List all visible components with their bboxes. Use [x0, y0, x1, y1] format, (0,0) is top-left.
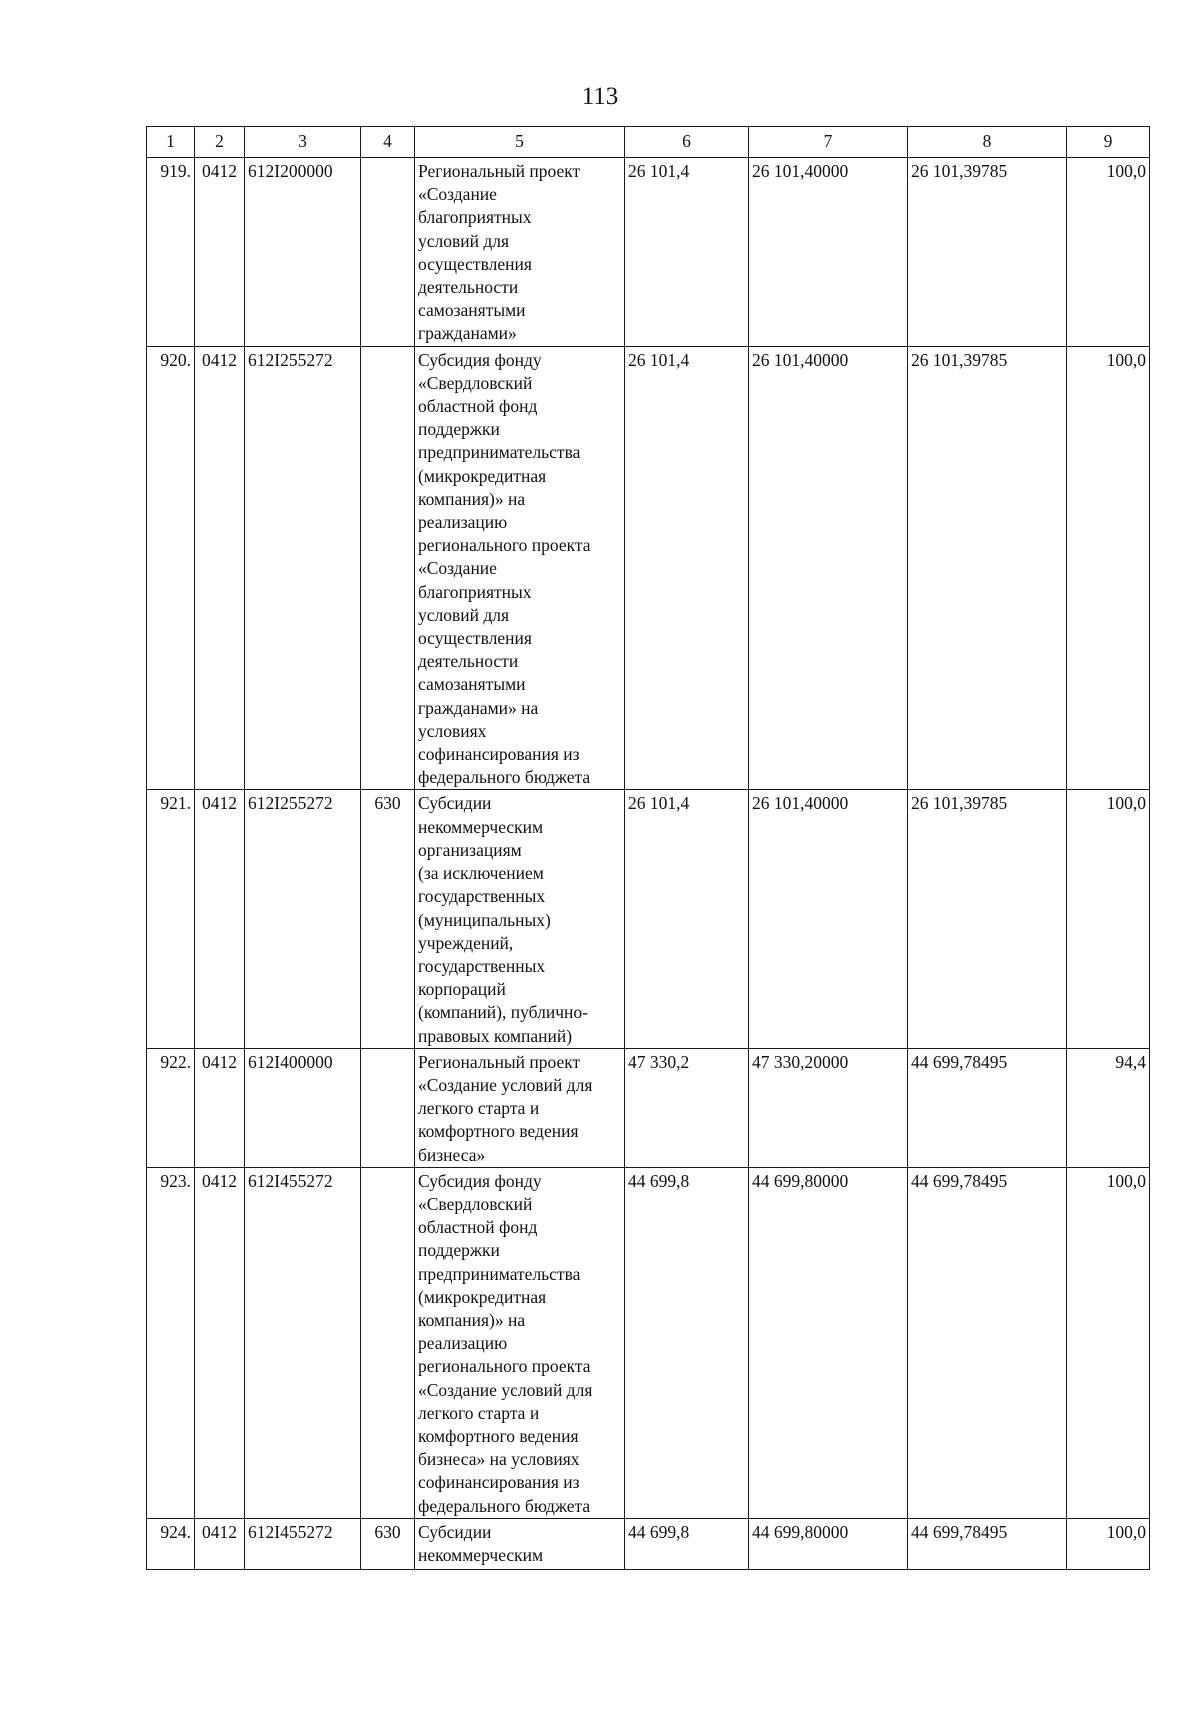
item-name-line: государственных	[418, 955, 546, 976]
item-name-line: федерального бюджета	[418, 767, 591, 788]
item-name-line: бизнеса»	[418, 1144, 486, 1165]
row-number: 919.	[147, 158, 195, 347]
item-name-line: деятельности	[418, 651, 519, 672]
item-name-line: Субсидия фонду	[418, 1170, 542, 1191]
column-number: 5	[415, 127, 625, 158]
value-col6: 26 101,4	[625, 158, 749, 347]
value-col6: 44 699,8	[625, 1518, 749, 1569]
item-name-line: компания)» на	[418, 1309, 526, 1330]
item-name-line: реализацию	[418, 512, 508, 533]
value-col8: 44 699,78495	[908, 1167, 1067, 1518]
percent-col9: 100,0	[1067, 790, 1150, 1048]
column-number: 6	[625, 127, 749, 158]
item-name-line: областной фонд	[418, 396, 538, 417]
item-name-line: «Свердловский	[418, 1193, 533, 1214]
value-col7: 26 101,40000	[749, 346, 908, 790]
item-name-line: корпораций	[418, 979, 506, 1000]
item-name-line: бизнеса» на условиях	[418, 1449, 580, 1470]
item-name-line: осуществления	[418, 628, 532, 649]
target-article-code: 612I400000	[245, 1048, 361, 1167]
target-article-code: 612I455272	[245, 1518, 361, 1569]
value-col7: 26 101,40000	[749, 158, 908, 347]
value-col6: 44 699,8	[625, 1167, 749, 1518]
value-col8: 26 101,39785	[908, 790, 1067, 1048]
column-number: 1	[147, 127, 195, 158]
section-code: 0412	[195, 1518, 245, 1569]
expense-type-code: 630	[361, 790, 415, 1048]
target-article-code: 612I255272	[245, 790, 361, 1048]
expense-type-code	[361, 158, 415, 347]
value-col7: 44 699,80000	[749, 1518, 908, 1569]
item-name-line: некоммерческим	[418, 1544, 544, 1565]
section-code: 0412	[195, 158, 245, 347]
percent-col9: 100,0	[1067, 346, 1150, 790]
item-name-line: легкого старта и	[418, 1098, 540, 1119]
value-col7: 47 330,20000	[749, 1048, 908, 1167]
page-number: 113	[581, 83, 619, 110]
item-name-line: комфортного ведения	[418, 1425, 579, 1446]
table-row	[147, 1048, 1150, 1167]
value-col8: 44 699,78495	[908, 1048, 1067, 1167]
item-name-line: благоприятных	[418, 581, 532, 602]
column-number: 8	[908, 127, 1067, 158]
item-name-line: благоприятных	[418, 207, 532, 228]
item-name	[415, 158, 625, 347]
item-name-line: «Создание условий для	[418, 1074, 593, 1095]
item-name-line: «Создание условий для	[418, 1379, 593, 1400]
item-name-line: Субсидии	[418, 793, 492, 814]
item-name	[415, 790, 625, 1048]
table-row	[147, 346, 1150, 790]
item-name-line: условий для	[418, 230, 510, 251]
percent-col9: 100,0	[1067, 1518, 1150, 1569]
item-name-line: регионального проекта	[418, 535, 591, 556]
item-name-line: организациям	[418, 839, 522, 860]
value-col8: 44 699,78495	[908, 1518, 1067, 1569]
column-number: 4	[361, 127, 415, 158]
item-name-line: поддержки	[418, 1240, 500, 1261]
value-col7: 44 699,80000	[749, 1167, 908, 1518]
column-number: 9	[1067, 127, 1150, 158]
value-col8: 26 101,39785	[908, 346, 1067, 790]
item-name-line: условий для	[418, 604, 510, 625]
value-col6: 26 101,4	[625, 790, 749, 1048]
item-name-line: компания)» на	[418, 488, 526, 509]
row-number: 921.	[147, 790, 195, 1048]
item-name-line: поддержки	[418, 419, 500, 440]
item-name-line: регионального проекта	[418, 1356, 591, 1377]
column-number-row	[147, 127, 1150, 158]
item-name-line: гражданами» на	[418, 697, 539, 718]
budget-table	[146, 126, 1150, 1570]
expense-type-code	[361, 1167, 415, 1518]
item-name-line: Региональный проект	[418, 1051, 581, 1072]
row-number: 923.	[147, 1167, 195, 1518]
section-code: 0412	[195, 790, 245, 1048]
item-name-line: реализацию	[418, 1333, 508, 1354]
percent-col9: 100,0	[1067, 1167, 1150, 1518]
percent-col9: 94,4	[1067, 1048, 1150, 1167]
item-name-line: (микрокредитная	[418, 1286, 547, 1307]
value-col6: 47 330,2	[625, 1048, 749, 1167]
item-name-line: (компаний), публично-	[418, 1002, 588, 1023]
item-name-line: Региональный проект	[418, 161, 581, 181]
item-name-line: учреждений,	[418, 932, 514, 953]
item-name-line: (муниципальных)	[418, 909, 551, 930]
value-col6: 26 101,4	[625, 346, 749, 790]
section-code: 0412	[195, 1167, 245, 1518]
value-col8: 26 101,39785	[908, 158, 1067, 347]
target-article-code: 612I455272	[245, 1167, 361, 1518]
column-number: 3	[245, 127, 361, 158]
item-name-line: самозанятыми	[418, 300, 526, 321]
row-number: 922.	[147, 1048, 195, 1167]
item-name-line: осуществления	[418, 253, 532, 274]
table-row	[147, 158, 1150, 347]
item-name	[415, 346, 625, 790]
table-row	[147, 1167, 1150, 1518]
row-number: 924.	[147, 1518, 195, 1569]
item-name-line: правовых компаний)	[418, 1025, 573, 1046]
item-name-line: предпринимательства	[418, 442, 581, 463]
item-name	[415, 1167, 625, 1518]
table-row	[147, 1518, 1150, 1569]
expense-type-code	[361, 346, 415, 790]
item-name-line: (микрокредитная	[418, 465, 547, 486]
item-name-line: «Свердловский	[418, 372, 533, 393]
item-name-line: легкого старта и	[418, 1402, 540, 1423]
item-name-line: федерального бюджета	[418, 1495, 591, 1516]
item-name-line: предпринимательства	[418, 1263, 581, 1284]
item-name-line: самозанятыми	[418, 674, 526, 695]
section-code: 0412	[195, 1048, 245, 1167]
item-name-line: «Создание	[418, 558, 497, 579]
item-name-line: гражданами»	[418, 323, 517, 344]
column-number: 7	[749, 127, 908, 158]
item-name-line: Субсидия фонду	[418, 349, 542, 370]
item-name-line: деятельности	[418, 277, 519, 298]
item-name-line: комфортного ведения	[418, 1121, 579, 1142]
item-name	[415, 1518, 625, 1569]
percent-col9: 100,0	[1067, 158, 1150, 347]
value-col7: 26 101,40000	[749, 790, 908, 1048]
column-number: 2	[195, 127, 245, 158]
item-name-line: некоммерческим	[418, 816, 544, 837]
item-name-line: условиях	[418, 720, 487, 741]
row-number: 920.	[147, 346, 195, 790]
item-name-line: (за исключением	[418, 863, 544, 884]
section-code: 0412	[195, 346, 245, 790]
expense-type-code	[361, 1048, 415, 1167]
item-name-line: софинансирования из	[418, 744, 580, 765]
item-name-line: областной фонд	[418, 1217, 538, 1238]
item-name-line: софинансирования из	[418, 1472, 580, 1493]
item-name-line: государственных	[418, 886, 546, 907]
expense-type-code: 630	[361, 1518, 415, 1569]
target-article-code: 612I255272	[245, 346, 361, 790]
item-name-line: «Создание	[418, 184, 497, 205]
target-article-code: 612I200000	[245, 158, 361, 347]
item-name-line: Субсидии	[418, 1521, 492, 1542]
table-row	[147, 790, 1150, 1048]
item-name	[415, 1048, 625, 1167]
